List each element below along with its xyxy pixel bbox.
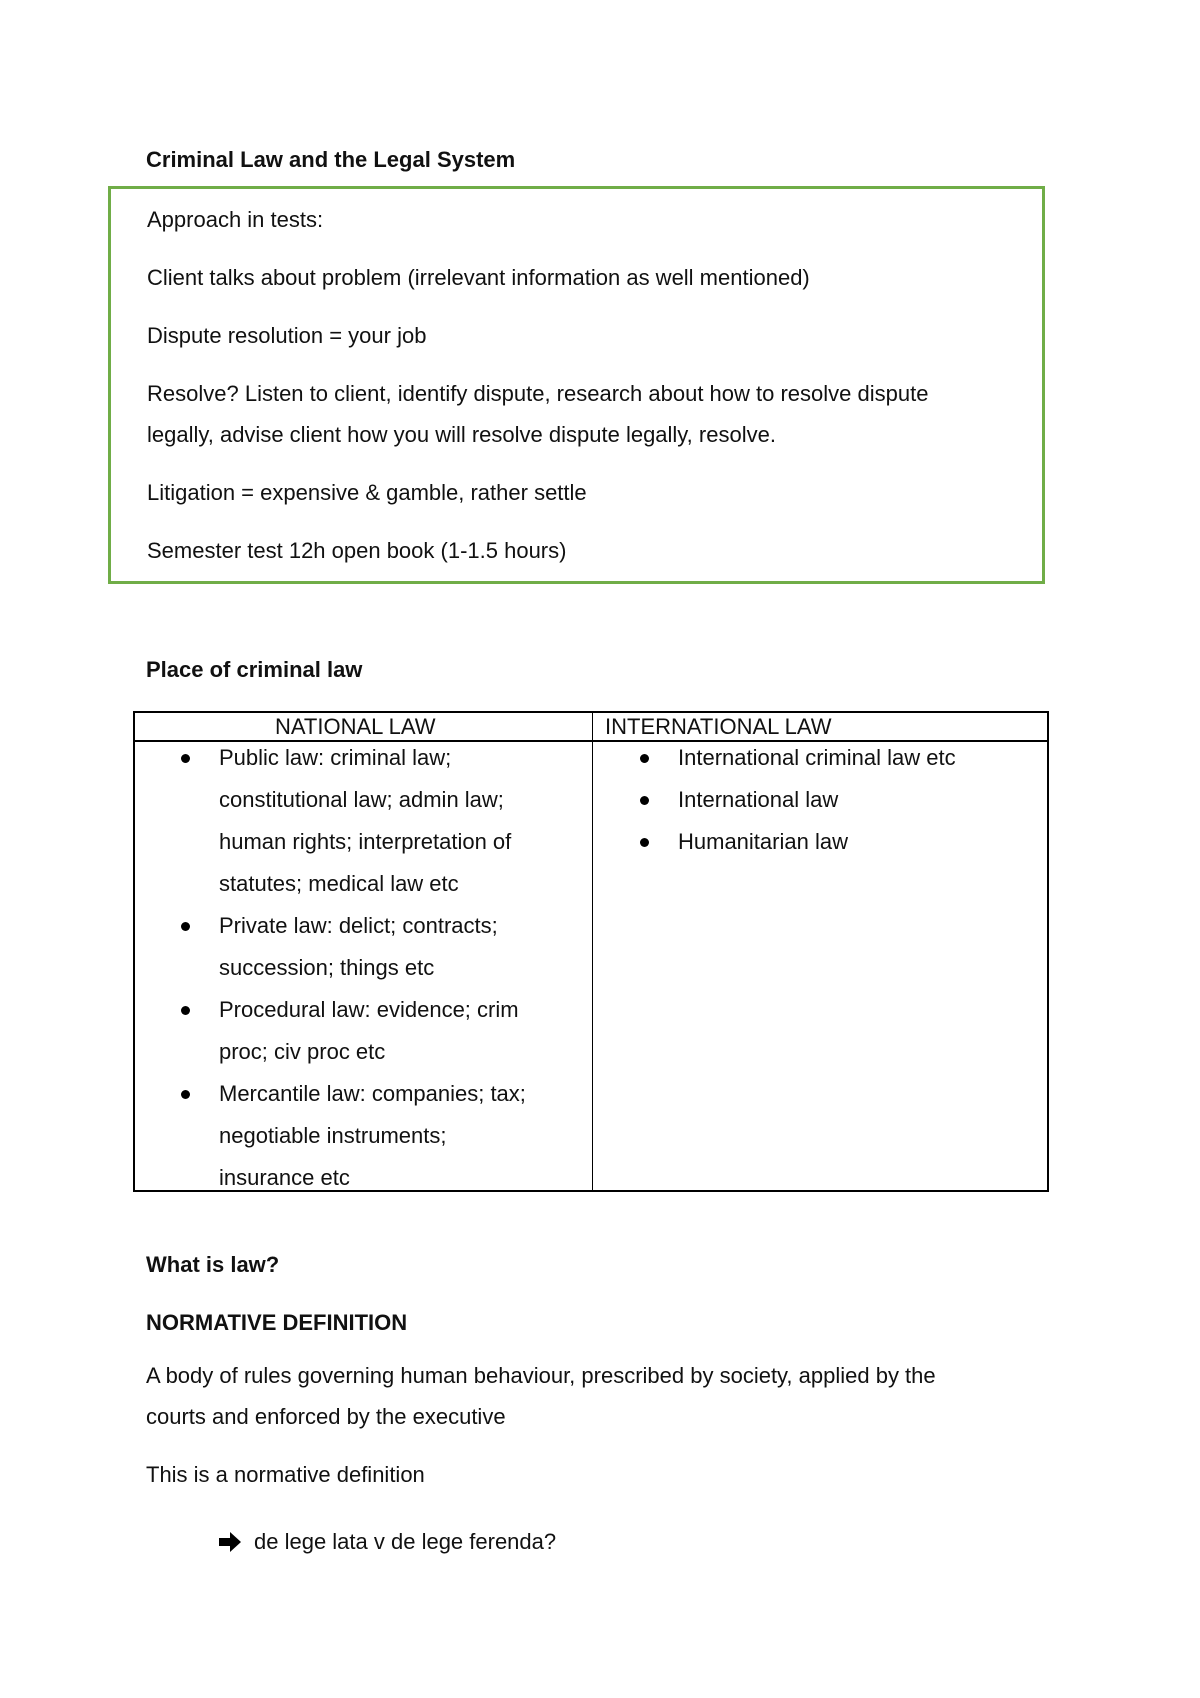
approach-line: legally, advise client how you will resolve dispute legally, resolve. [147,422,776,447]
list-item-text: International criminal law etc [678,745,956,770]
list-item-text: International law [678,787,839,812]
approach-line: Resolve? Listen to client, identify dispute, research about how to resolve dispute [147,381,929,406]
list-item-text: succession; things etc [219,955,435,980]
approach-line: Approach in tests: [147,207,324,232]
bullet-icon [181,754,190,763]
section-heading-place: Place of criminal law [146,657,363,682]
list-item-text: human rights; interpretation of [219,829,512,854]
bullet-icon [181,1090,190,1099]
definition-line: A body of rules governing human behaviour, prescribed by society, applied by the [146,1363,936,1388]
note-text: This is a normative definition [146,1462,425,1487]
list-item [678,779,1038,821]
list-item-text: Humanitarian law [678,829,848,854]
list-item [219,989,579,1073]
bullet-icon [181,922,190,931]
list-item-text: insurance etc [219,1165,350,1190]
list-item-text: negotiable instruments; [219,1123,447,1148]
subheading-normative: NORMATIVE DEFINITION [146,1310,408,1335]
table-header-national: NATIONAL LAW [275,714,436,739]
definition-line: courts and enforced by the executive [146,1404,506,1429]
international-law-list [678,737,1038,863]
approach-line: Semester test 12h open book (1-1.5 hours) [147,538,567,563]
list-item-text: Mercantile law: companies; tax; [219,1081,526,1106]
arrow-item-text: de lege lata v de lege ferenda? [254,1529,557,1554]
list-item [219,1073,579,1199]
list-item-text: Procedural law: evidence; crim [219,997,519,1022]
table-header-international: INTERNATIONAL LAW [605,714,832,739]
list-item [678,821,1038,863]
bullet-icon [640,754,649,763]
list-item-text: Private law: delict; contracts; [219,913,498,938]
list-item-text: proc; civ proc etc [219,1039,386,1064]
list-item [678,737,1038,779]
bullet-icon [640,796,649,805]
section-heading-what: What is law? [146,1252,280,1277]
document-title: Criminal Law and the Legal System [146,147,516,172]
column-divider [592,713,593,1190]
approach-line: Litigation = expensive & gamble, rather settle [147,480,587,505]
approach-box [108,186,1045,584]
right-arrow-icon [218,1531,242,1553]
bullet-icon [181,1006,190,1015]
list-item [219,905,579,989]
approach-line: Client talks about problem (irrelevant information as well mentioned) [147,265,810,290]
list-item-text: constitutional law; admin law; [219,787,504,812]
list-item [219,737,579,905]
list-item-text: statutes; medical law etc [219,871,459,896]
bullet-icon [640,838,649,847]
approach-line: Dispute resolution = your job [147,323,427,348]
national-law-list [219,737,579,1199]
list-item-text: Public law: criminal law; [219,745,452,770]
law-table [133,711,1049,1192]
